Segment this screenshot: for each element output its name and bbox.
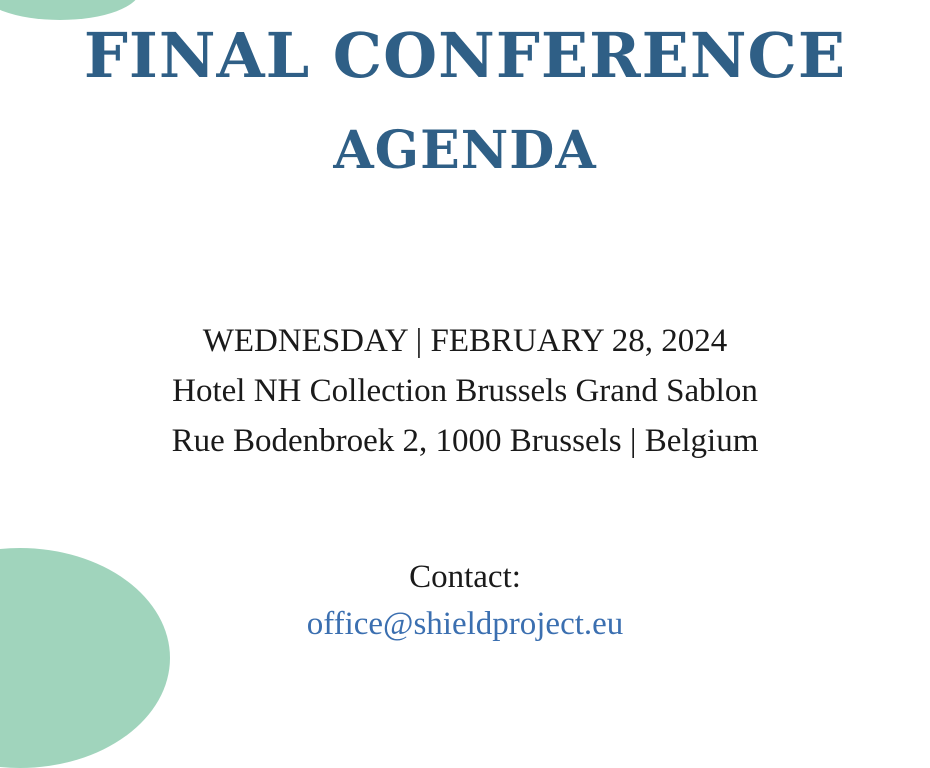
event-address: Rue Bodenbroek 2, 1000 Brussels | Belgium [171, 423, 759, 459]
page-subtitle: AGENDA [333, 120, 597, 181]
page-title: FINAL CONFERENCE [83, 19, 847, 92]
contact-email-link[interactable]: office@shieldproject.eu [306, 606, 624, 642]
event-date: WEDNESDAY | FEBRUARY 28, 2024 [202, 323, 728, 359]
contact-label: Contact: [409, 559, 521, 595]
decorative-green-shape-top [0, 0, 140, 20]
event-venue: Hotel NH Collection Brussels Grand Sablon [172, 373, 758, 409]
